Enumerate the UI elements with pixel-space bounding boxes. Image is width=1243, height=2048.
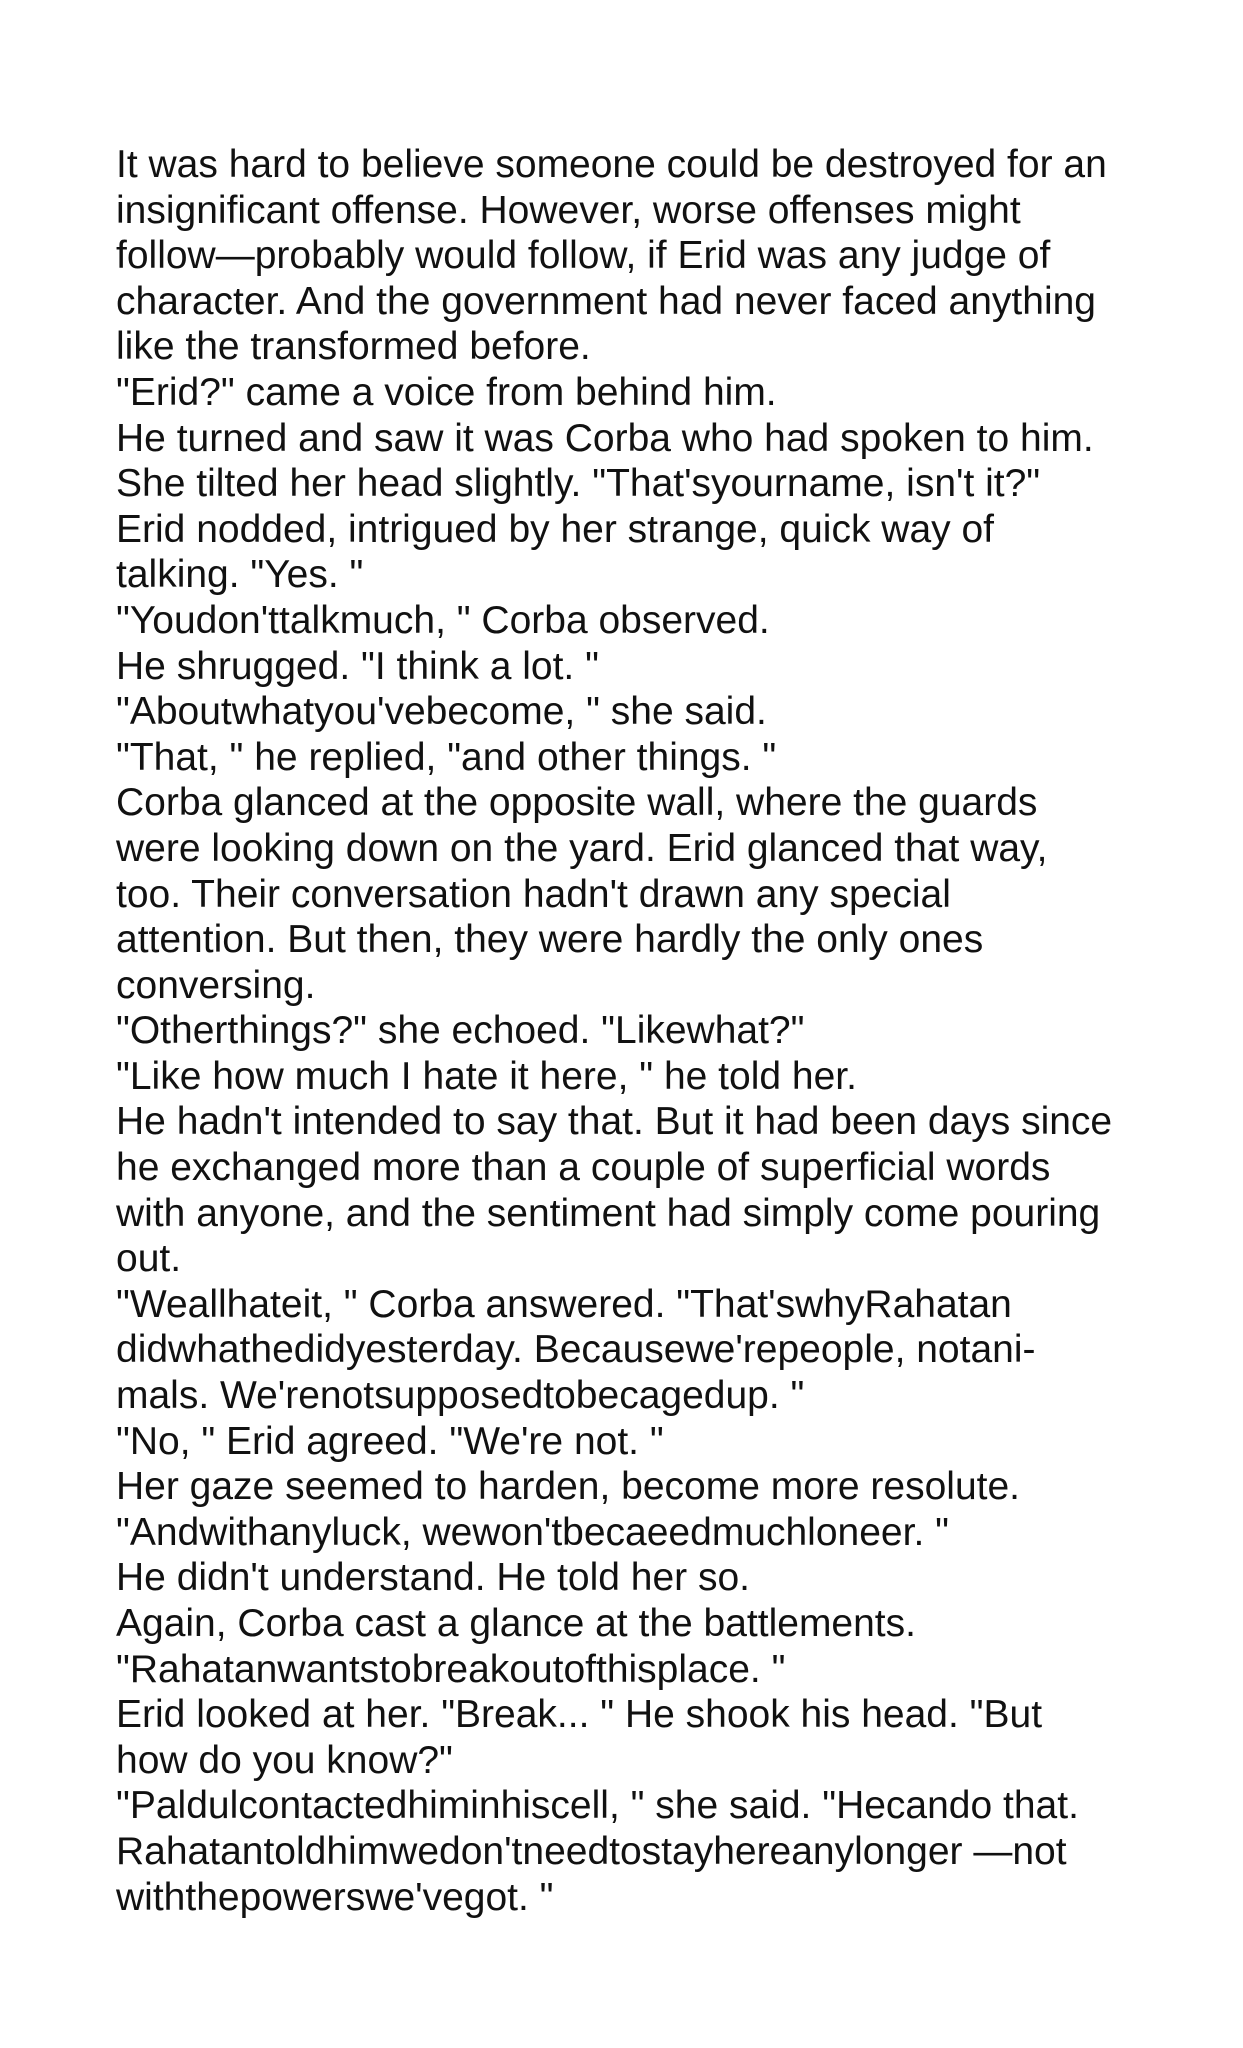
text-line: She tilted her head slightly. "That'syourname, isn't it?"	[116, 462, 1041, 506]
text-line: out.	[116, 1237, 182, 1281]
text-line: withthepowerswe'vegot. "	[116, 1875, 554, 1919]
text-line: talking. "Yes. "	[116, 553, 364, 597]
text-line: Erid looked at her. "Break... " He shook his head. "But	[116, 1693, 1043, 1737]
text-line: like the transformed before.	[116, 325, 591, 369]
text-line: were looking down on the yard. Erid glanced that way,	[116, 826, 1048, 870]
text-line: "Erid?" came a voice from behind him.	[116, 370, 777, 414]
text-line: character. And the government had never faced anything	[116, 279, 1096, 323]
text-line: Rahatantoldhimwedon'tneedtostayhereanylonger —not	[116, 1829, 1067, 1873]
text-line: "Like how much I hate it here, " he told her.	[116, 1054, 857, 1098]
text-line: too. Their conversation hadn't drawn any special	[116, 872, 951, 916]
text-line: "Andwithanyluck, wewon'tbecaeedmuchloneer. "	[116, 1510, 949, 1554]
text-line: "No, " Erid agreed. "We're not. "	[116, 1419, 664, 1463]
text-line: "That, " he replied, "and other things. "	[116, 735, 777, 779]
text-line: attention. But then, they were hardly the only ones	[116, 918, 984, 962]
text-line: "Rahatanwantstobreakoutofthisplace. "	[116, 1647, 786, 1691]
text-line: how do you know?"	[116, 1738, 453, 1782]
text-line: mals. We'renotsupposedtobecagedup. "	[116, 1374, 805, 1418]
text-line: "Otherthings?" she echoed. "Likewhat?"	[116, 1009, 805, 1053]
text-line: conversing.	[116, 963, 316, 1007]
text-line: Corba glanced at the opposite wall, where the guards	[116, 781, 1038, 825]
text-line: "Paldulcontactedhiminhiscell, " she said. "Hecando that.	[116, 1784, 1079, 1828]
text-line: He shrugged. "I think a lot. "	[116, 644, 599, 688]
text-line: Erid nodded, intrigued by her strange, quick way of	[116, 507, 995, 551]
text-line: didwhathedidyesterday. Becausewe'repeople, notani-	[116, 1328, 1036, 1372]
text-line: He didn't understand. He told her so.	[116, 1556, 750, 1600]
text-line: He turned and saw it was Corba who had spoken to him.	[116, 416, 1094, 460]
text-line: he exchanged more than a couple of superficial words	[116, 1146, 1051, 1190]
text-line: "Aboutwhatyou'vebecome, " she said.	[116, 690, 767, 734]
text-line: "Weallhateit, " Corba answered. "That'swhyRahatan	[116, 1282, 1012, 1326]
page-body	[116, 142, 1156, 1920]
text-line: Again, Corba cast a glance at the battlements.	[116, 1602, 916, 1645]
text-line: He hadn't intended to say that. But it had been days since	[116, 1100, 1113, 1144]
text-line: "Youdon'ttalkmuch, " Corba observed.	[116, 598, 770, 642]
text-line: Her gaze seemed to harden, become more resolute.	[116, 1465, 1020, 1509]
text-line: follow—probably would follow, if Erid was any judge of	[116, 234, 1051, 278]
text-line: with anyone, and the sentiment had simply come pouring	[116, 1191, 1101, 1235]
text-line: insignificant offense. However, worse offenses might	[116, 188, 1021, 232]
text-line: It was hard to believe someone could be destroyed for an	[116, 143, 1107, 186]
